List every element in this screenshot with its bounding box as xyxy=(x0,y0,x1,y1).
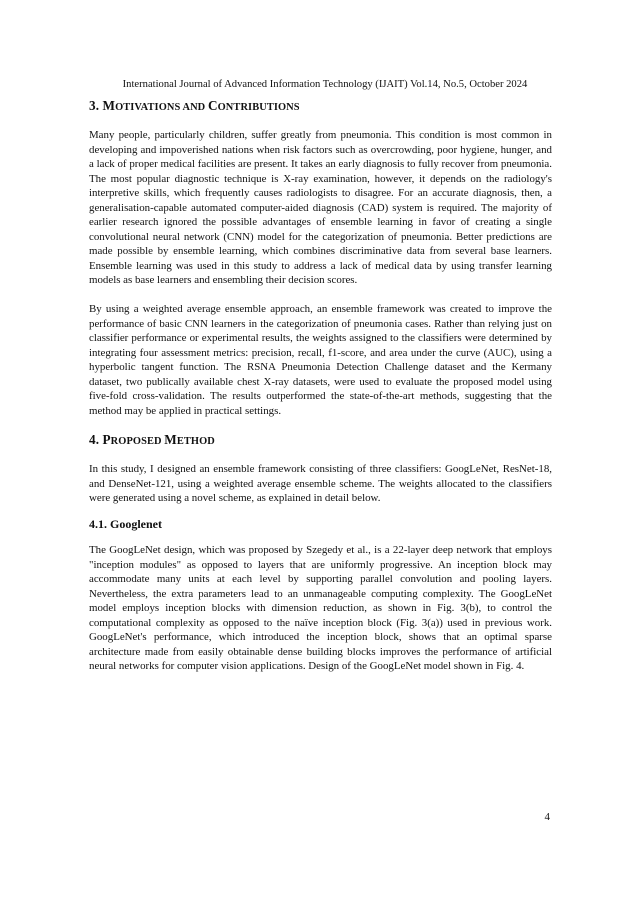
section-3-paragraph-1: Many people, particularly children, suffer greatly from pneumonia. This condition is most common in developing and impoverished nations when risk factors such as overcrowding, poor hygiene, hunger, and a lack of proper medical facilities are present. It takes an early diagnosis to fully recover from pneumonia. The most popular diagnostic technique is X-ray examination, however, it depends on the radiology's interpretive skills, which frequently causes radiologists to disagree. For an accurate diagnosis, then, a generalisation-capable automated computer-aided diagnosis (CAD) system is required. The majority of earlier research ignored the possible advantages of ensemble learning in favor of creating a single convolutional neural network (CNN) model for the categorization of pneumonia. Better predictions are made possible by ensemble learning, which combines discriminative data from several base learners. Ensemble learning was used in this study to address a lack of medical data by using transfer learning models as base learners and ensembling their decision scores. xyxy=(89,129,552,287)
page-content xyxy=(89,97,552,674)
section-4-paragraph: In this study, I designed an ensemble framework consisting of three classifiers: GoogLeNet, ResNet-18, and DenseNet-121, using a weighted average ensemble scheme. The weights allocated to the classifiers were generated using a novel scheme, as explained in detail below. xyxy=(89,463,552,505)
section-3-heading: 3. MOTIVATIONS AND CONTRIBUTIONS xyxy=(89,98,300,113)
page-number: 4 xyxy=(544,811,550,823)
subsection-4-1-heading: 4.1. Googlenet xyxy=(89,517,162,532)
running-header: International Journal of Advanced Information Technology (IJAIT) Vol.14, No.5, October 2024 xyxy=(122,79,528,90)
section-3-paragraph-2: By using a weighted average ensemble approach, an ensemble framework was created to improve the performance of basic CNN learners in the categorization of pneumonia cases. Rather than relying just on classifier performance or experimental results, the weights assigned to the classifiers were determined by integrating four assessment metrics: precision, recall, f1-score, and area under the curve (AUC), using a hyperbolic tangent function. The RSNA Pneumonia Detection Challenge dataset and the Kermany dataset, two publically available chest X-ray datasets, were used to evaluate the proposed model using five-fold cross-validation. The results outperformed the state-of-the-art methods, suggesting that the method may be applied in practical settings. xyxy=(89,303,552,417)
section-4-heading: 4. PROPOSED METHOD xyxy=(89,432,215,448)
subsection-4-1-paragraph: The GoogLeNet design, which was proposed by Szegedy et al., is a 22-layer deep network that employs "inception modules" as opposed to layers that are uniformly progressive. An inception block may accommodate many units at each level by supporting parallel convolution and pooling layers. Nevertheless, the extra parameters lead to an unmanageable computing complexity. The GoogLeNet model employs inception blocks with dimension reduction, as shown in Fig. 3(b), to control the computational complexity as opposed to the naïve inception block (Fig. 3(a)) used in previous work. GoogLeNet's performance, which introduced the inception block, shows that an optimal sparse architecture made from easily obtainable dense building blocks improves the performance of artificial neural networks for computer vision applications. Design of the GoogLeNet model shown in Fig. 4. xyxy=(89,544,552,673)
